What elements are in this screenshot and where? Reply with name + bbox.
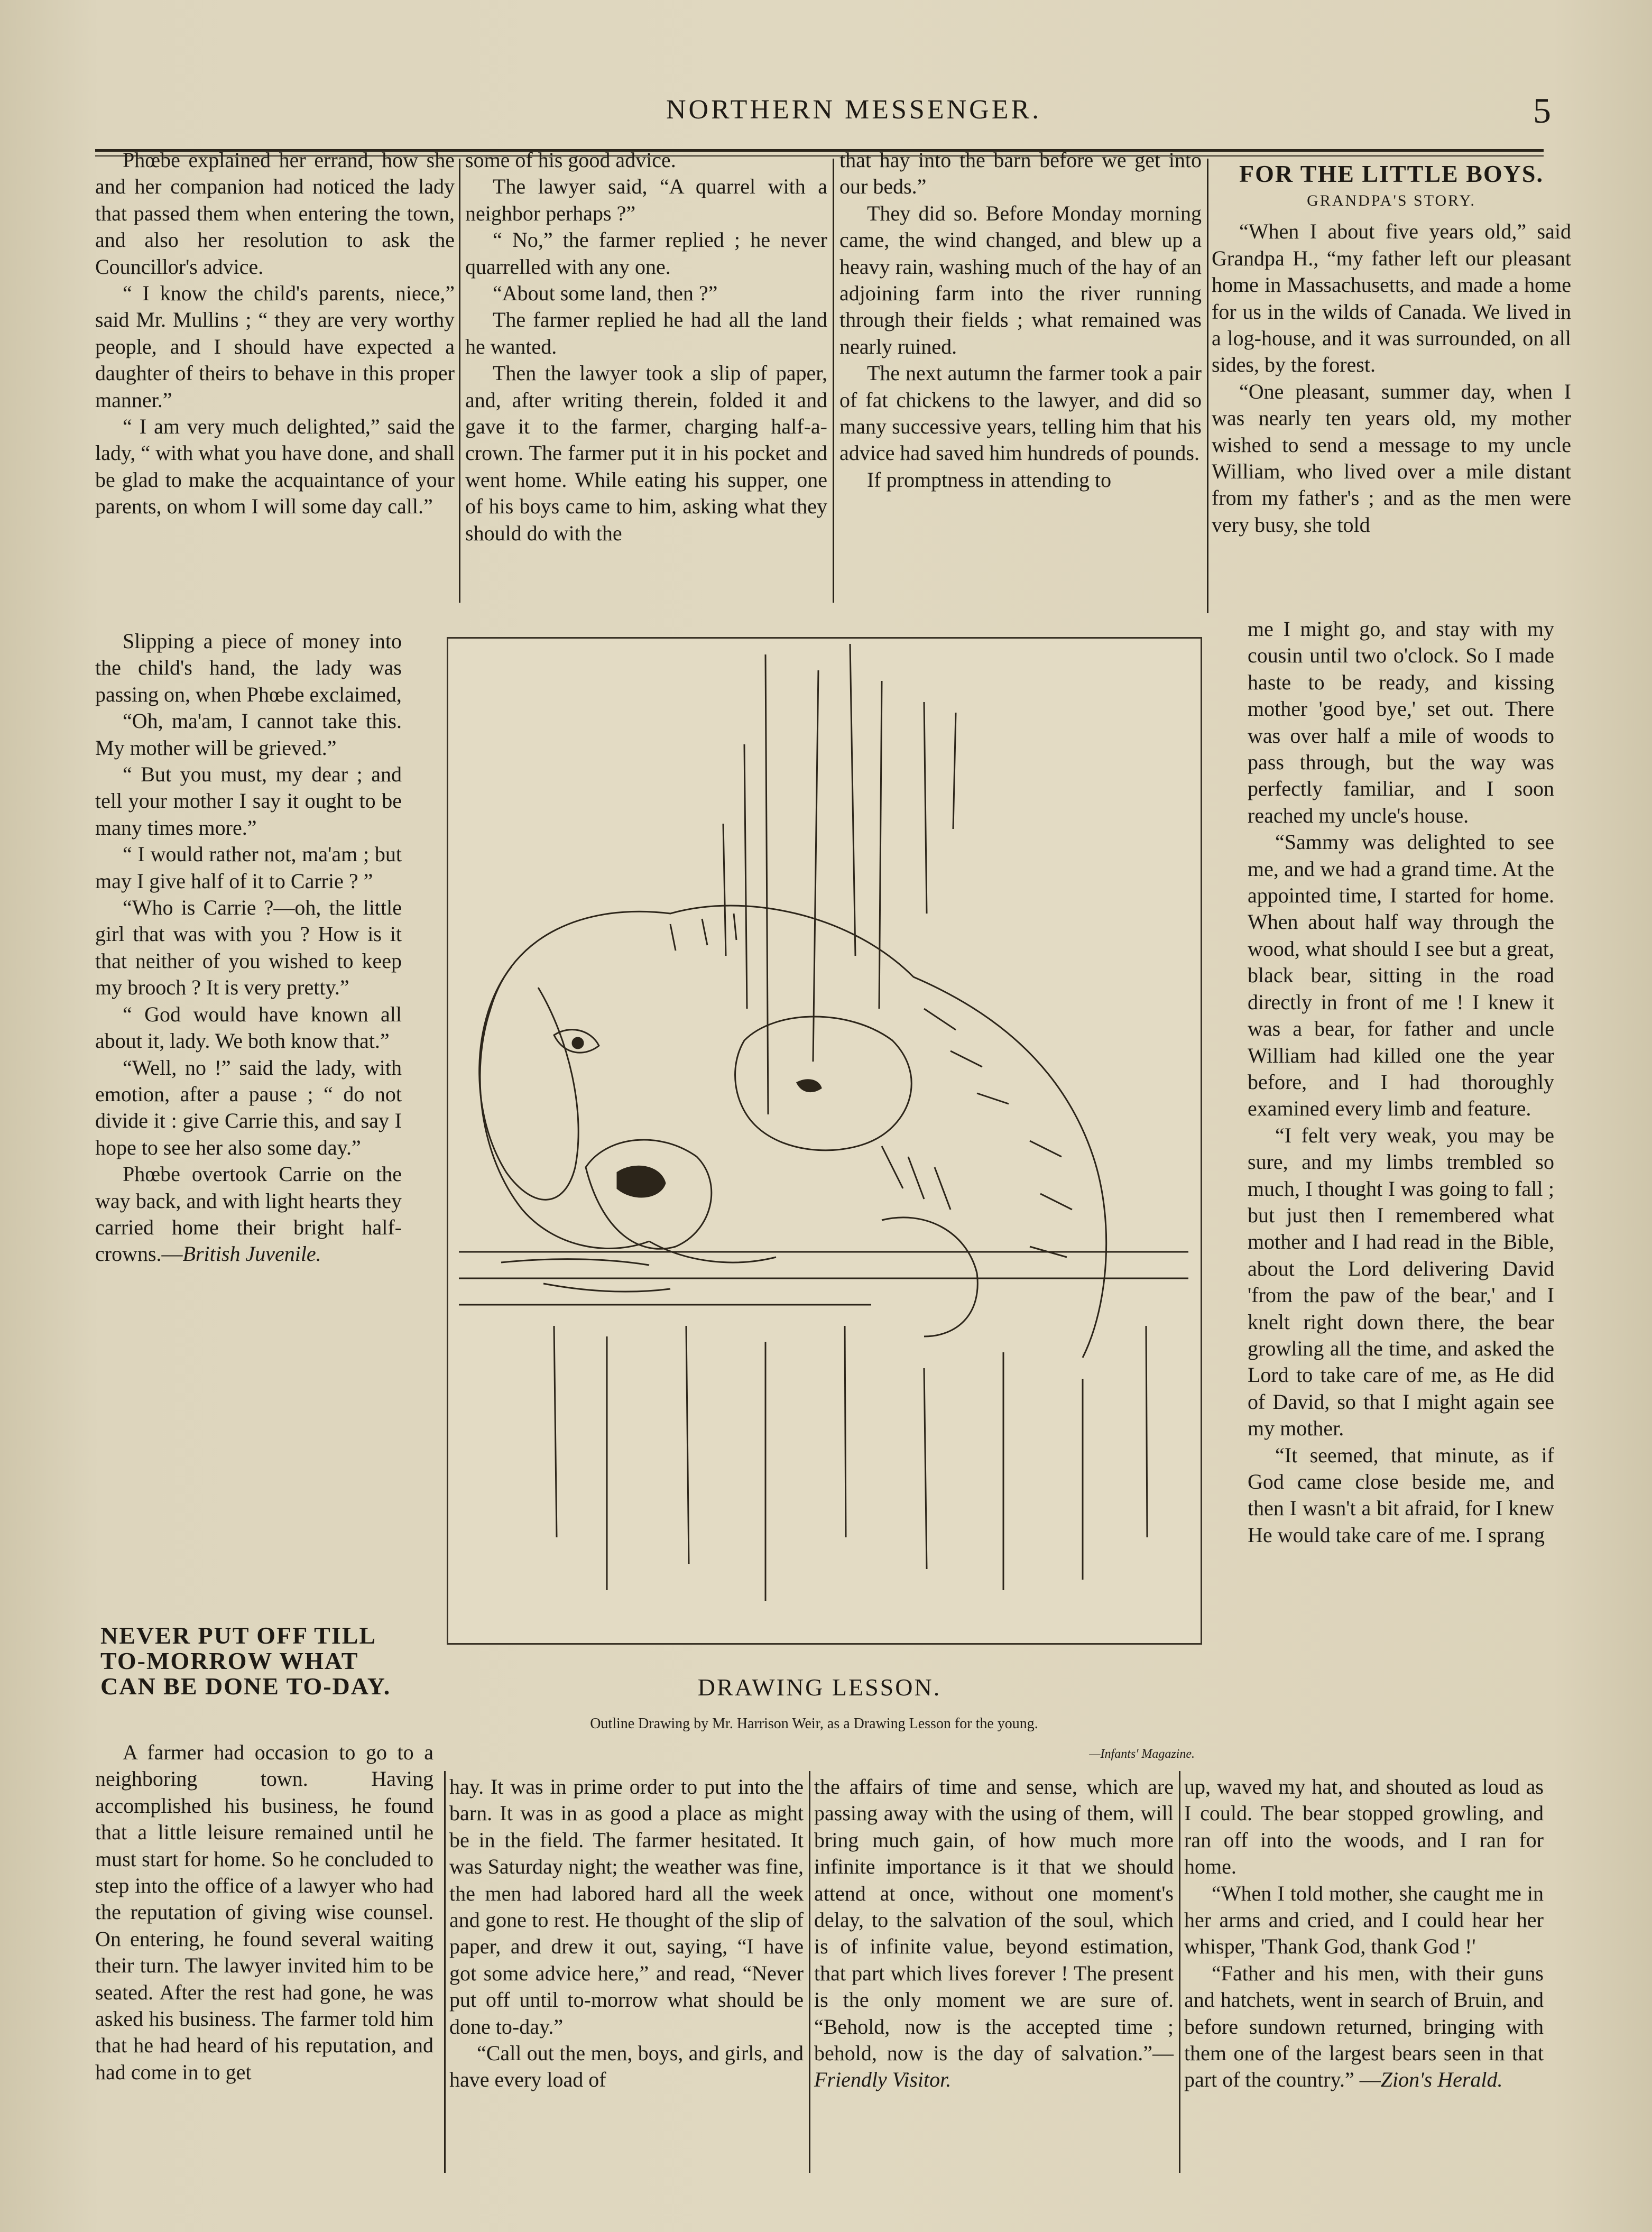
paragraph: that hay into the barn before we get into our beds.” [839,148,1202,199]
paragraph-text: Phœbe overtook Carrie on the way back, and with light hearts they carried home their bright half-crowns.— [95,1162,402,1266]
paragraph-text: the affairs of time and sense, which are passing away with the using of them, will bring much gain, of how much more infinite importance is it that we should attend at once, without one moment's delay, to the salvation of the soul, which is of infinite value, beyond estimation, that part which lives forever ! The present is the only moment we are sure of. “Behold, now is the accepted time ; behold, now is the day of salvation.”— [814,1775,1174,2065]
column-1-upper [95,147,455,520]
paragraph: “Oh, ma'am, I cannot take this. My mother will be grieved.” [95,709,402,760]
paragraph: “When I about five years old,” said Grandpa H., “my father left our pleasant home in Massachusetts, and made a home for us in the wilds of Canada. We lived in a log-house, and it was surrounded, on all sides, by the forest. [1212,219,1571,377]
paragraph: Slipping a piece of money into the child's hand, the lady was passing on, when Phœbe exclaimed, [95,629,402,706]
column-4-narrow [1248,616,1554,1548]
paragraph: “One pleasant, summer day, when I was nearly ten years old, my mother wished to send a message to my uncle William, who lived over a mile distant from my father's ; and as the men were very busy, she told [1212,379,1571,537]
column-1-narrow [95,628,402,1268]
paragraph: “About some land, then ?” [493,281,718,306]
column-divider [1179,1771,1180,2173]
column-3-lower [814,1774,1174,2093]
paragraph: “It seemed, that minute, as if God came close beside me, and then I wasn't a bit afraid, for I knew He would take care of me. I sprang [1248,1443,1554,1547]
page-header [0,90,1652,132]
column-4-upper [1212,161,1571,538]
paragraph: “I felt very weak, you may be sure, and my limbs trembled so much, I thought I was going to fall ; but just then I remembered what mother and I had read in the Bible, about the Lord delivering David 'from the paw of the bear,' and I knelt right down there, the bear growling all the time, and asked the Lord to take care of me, as He did of David, so that I might again see my mother. [1248,1123,1554,1441]
paragraph: “ No,” the farmer replied ; he never quarrelled with any one. [465,228,827,279]
column-divider [444,1771,446,2173]
paragraph: some of his good advice. [465,148,676,172]
paragraph [1184,1960,1544,2093]
paragraph: “ I would rather not, ma'am ; but may I give half of it to Carrie ? ” [95,842,402,893]
dog-drawing [448,639,1201,1643]
column-1-lower [95,1739,433,2086]
paragraph: A farmer had occasion to go to a neighboring town. Having accomplished his business, he found that a little leisure remained until he must start for home. So he concluded to step into the office of a lawyer who had the reputation of giving wise counsel. On entering, he found several waiting their turn. The lawyer invited him to be seated. After the rest had gone, he was asked his business. The farmer told him that he had heard of his reputation, and had come in to get [95,1740,433,2084]
paragraph: me I might go, and stay with my cousin until two o'clock. So I made haste to be ready, and kissing mother 'good bye,' set out. There was over half a mile of woods to pass through, but the way was perfectly familiar, and I soon reached my uncle's house. [1248,617,1554,827]
paragraph: “ I am very much delighted,” said the lady, “ with what you have done, and shall be glad to make the acquaintance of your parents, on whom I will some day call.” [95,414,455,519]
never-put-off-section [95,1623,433,1699]
column-divider [809,1771,810,2173]
paragraph: “ But you must, my dear ; and tell your mother I say it ought to be many times more.” [95,762,402,840]
paragraph-text: “Father and his men, with their guns and hatchets, went in search of Bruin, and before sundown returned, bringing with them one of the largest bears seen in that part of the country.” — [1184,1961,1544,2092]
column-divider [459,159,460,603]
column-2-lower [449,1774,804,2093]
column-4-lower [1184,1774,1544,2093]
paragraph: “ I know the child's parents, niece,” said Mr. Mullins ; “ they are very worthy people, and I should have expected a daughter of theirs to behave in this proper manner.” [95,281,455,412]
paragraph: Phœbe explained her errand, how she and her companion had noticed the lady that passed them when entering the town, and also her resolution to ask the Councillor's advice. [95,148,455,279]
paragraph: Then the lawyer took a slip of paper, and, after writing therein, folded it and gave it to the farmer, charging half-a-crown. The farmer put it in his pocket and went home. While eating his supper, one of his boys came to him, asking what they should do with the [465,361,827,545]
masthead: NORTHERN MESSENGER. [666,95,1042,125]
paragraph [95,1161,402,1268]
paragraph: “When I told mother, she caught me in her arms and cried, and I could hear her whisper, 'Thank God, thank God !' [1184,1881,1544,1959]
paragraph: If promptness in attending to [867,467,1112,492]
paragraph: “Who is Carrie ?—oh, the little girl that was with you ? How is it that neither of you wished to keep my brooch ? It is very pretty.” [95,896,402,1000]
source-credit: British Juvenile. [182,1242,321,1266]
paragraph: “Call out the men, boys, and girls, and have every load of [449,2041,804,2092]
illustration-credit: —Infants' Magazine. [1089,1747,1195,1761]
source-credit: Friendly Visitor. [814,2068,952,2092]
paragraph: up, waved my hat, and shouted as loud as I could. The bear stopped growling, and ran off into the woods, and I ran for home. [1184,1775,1544,1879]
article-heading: FOR THE LITTLE BOYS. [1239,160,1544,187]
paragraph: They did so. Before Monday morning came, the wind changed, and blew up a heavy rain, washing much of the hay of an adjoining farm into the river running through their fields ; what remained was nearly ruined. [839,201,1202,358]
page-number: 5 [1533,90,1551,131]
column-3-upper [839,147,1202,493]
column-2-upper [465,147,827,547]
source-credit: Zion's Herald. [1380,2068,1503,2092]
paragraph: hay. It was in prime order to put into the barn. It was in as good a place as might be in the field. The farmer hesitated. It was Saturday night; the weather was fine, the men had labored hard all the week and gone to rest. He thought of the slip of paper, and drew it out, saying, “I have got some advice here,” and read, “Never put off until to-morrow what should be done to-day.” [449,1775,804,2039]
illustration-subtitle: Outline Drawing by Mr. Harrison Weir, as a Drawing Lesson for the young. [590,1715,1038,1732]
paragraph: “Well, no !” said the lady, with emotion, after a pause ; “ do not divide it : give Carrie this, and say I hope to see her also some day.” [95,1055,402,1159]
article-heading: NEVER PUT OFF TILL TO-MORROW WHAT CAN BE DONE TO-DAY. [100,1622,391,1700]
column-divider [1207,159,1208,613]
paragraph: The farmer replied he had all the land he wanted. [465,308,827,358]
column-divider [833,159,834,603]
paragraph: “ God would have known all about it, lady. We both know that.” [95,1002,402,1053]
dog-illustration [447,637,1202,1645]
paragraph: The lawyer said, “A quarrel with a neighbor perhaps ?” [465,174,827,225]
paragraph [814,1774,1174,2093]
illustration-title: DRAWING LESSON. [697,1674,942,1701]
article-subheading: GRANDPA'S STORY. [1307,192,1476,209]
paragraph: “Sammy was delighted to see me, and we had a grand time. At the appointed time, I started for home. When about half way through the wood, what should I see but a great, black bear, sitting in the road directly in front of me ! I knew it was a bear, for father and uncle William had killed one the year before, and I had thoroughly examined every limb and feature. [1248,830,1554,1121]
paragraph: The next autumn the farmer took a pair of fat chickens to the lawyer, and did so many successive years, telling him that his advice had saved him hundreds of pounds. [839,361,1202,465]
